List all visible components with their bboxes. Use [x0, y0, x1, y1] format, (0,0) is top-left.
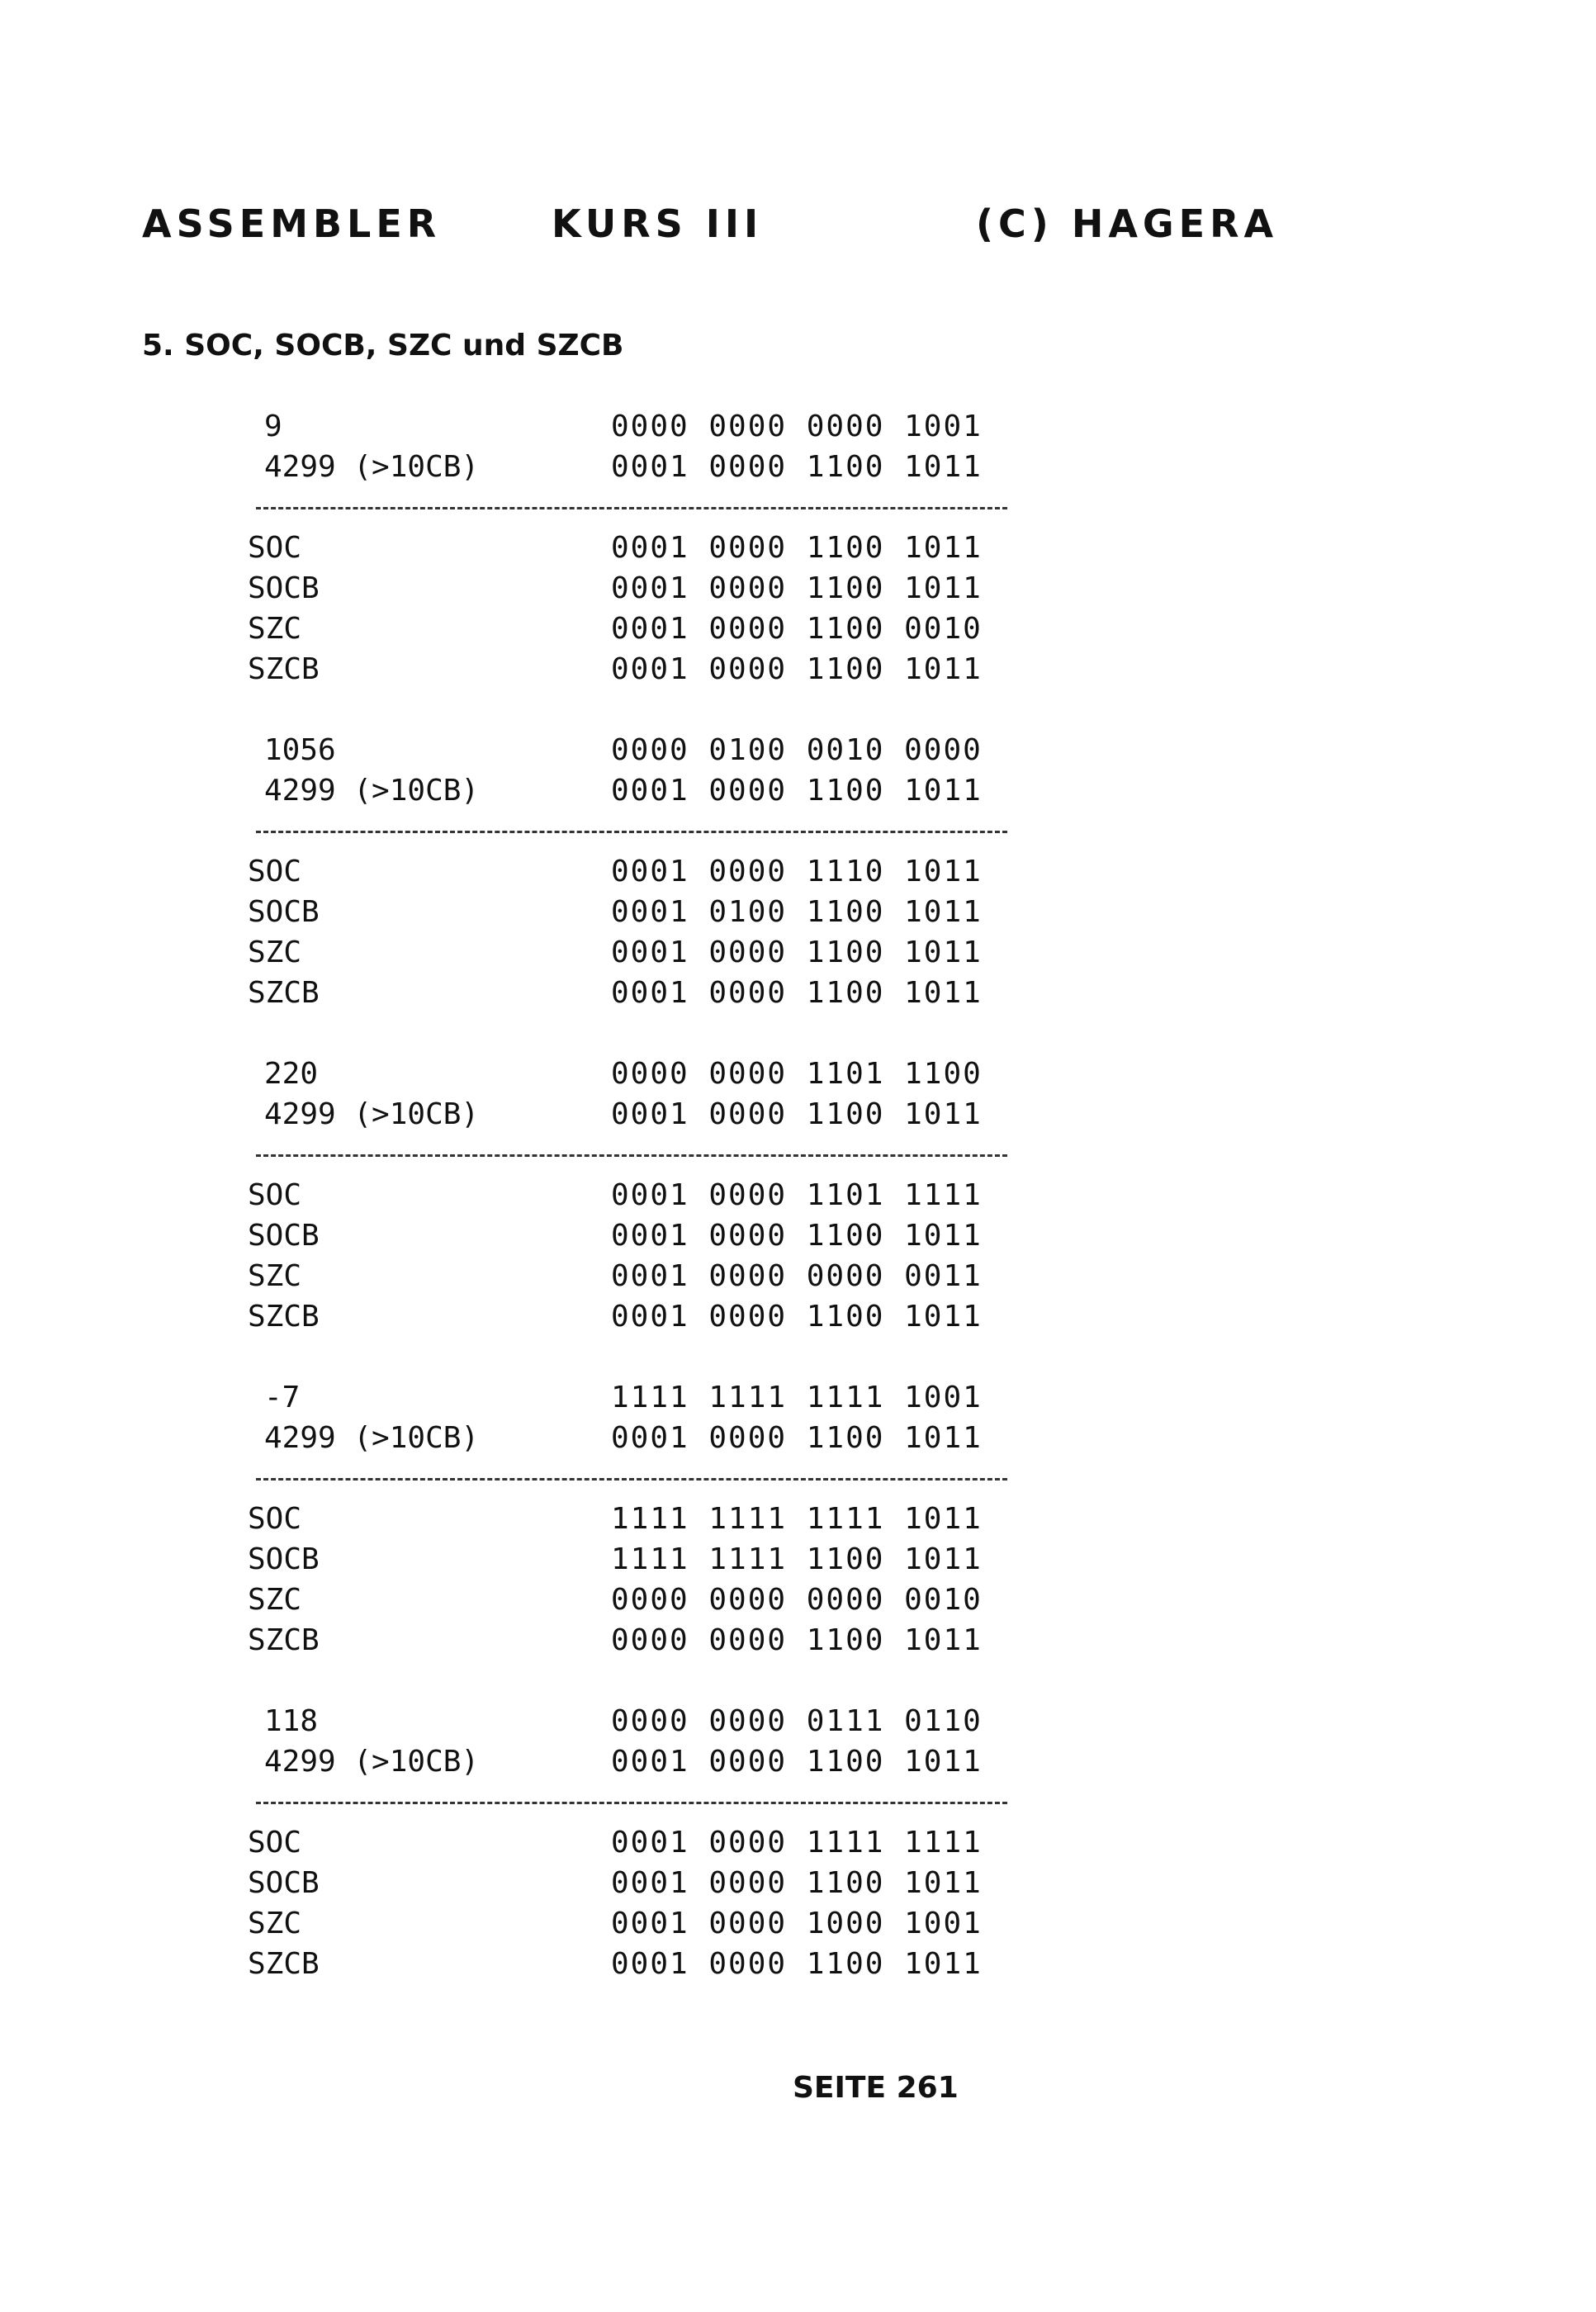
instruction-name: SOCB	[248, 1219, 320, 1253]
instruction-name: SOCB	[248, 1866, 320, 1900]
operand-bits: 0000 0000 1101 1100	[611, 1057, 983, 1091]
operand-bits: 0001 0000 1100 1011	[611, 450, 983, 484]
page-number: SEITE 261	[793, 2071, 959, 2105]
instruction-name: SOC	[248, 531, 302, 565]
operand-row	[248, 770, 1040, 811]
instruction-name: SZC	[248, 1907, 302, 1940]
operand-row	[248, 1701, 1040, 1741]
dashed-divider	[248, 811, 1040, 851]
instruction-name: SZC	[248, 936, 302, 969]
result-row	[248, 1944, 1040, 1984]
result-row	[248, 1863, 1040, 1903]
operand-value: -7	[264, 1381, 301, 1414]
result-row	[248, 932, 1040, 973]
header-title: ASSEMBLER	[142, 201, 442, 246]
block-spacer	[248, 1337, 1040, 1377]
instruction-name: SZC	[248, 612, 302, 646]
operand-row	[248, 1377, 1040, 1418]
result-bits: 0001 0000 1000 1001	[611, 1907, 983, 1940]
dashed-divider	[248, 487, 1040, 528]
operand-row	[248, 1054, 1040, 1094]
instruction-name: SZCB	[248, 1300, 320, 1334]
instruction-name: SZC	[248, 1259, 302, 1293]
operand-value: 4299 (>10CB)	[264, 1745, 480, 1779]
header-course: KURS III	[552, 201, 764, 246]
result-bits: 0001 0000 1100 1011	[611, 936, 983, 969]
instruction-name: SZCB	[248, 1623, 320, 1657]
instruction-name: SOCB	[248, 895, 320, 929]
dashed-divider	[248, 1135, 1040, 1175]
result-row	[248, 973, 1040, 1013]
instruction-name: SOC	[248, 1502, 302, 1536]
instruction-name: SOCB	[248, 1542, 320, 1576]
result-bits: 0001 0000 1101 1111	[611, 1178, 983, 1212]
operand-bits: 1111 1111 1111 1001	[611, 1381, 983, 1414]
operand-row	[248, 1094, 1040, 1135]
result-bits: 0001 0000 1100 1011	[611, 1300, 983, 1334]
dashed-divider	[248, 1458, 1040, 1499]
instruction-name: SZCB	[248, 652, 320, 686]
page-header	[142, 201, 1430, 251]
result-row	[248, 1620, 1040, 1661]
calculation-sheet	[248, 406, 1040, 1984]
block-spacer	[248, 1661, 1040, 1701]
instruction-name: SOC	[248, 1178, 302, 1212]
result-bits: 0001 0000 1100 1011	[611, 652, 983, 686]
result-bits: 0001 0000 0000 0011	[611, 1259, 983, 1293]
result-bits: 1111 1111 1100 1011	[611, 1542, 983, 1576]
operand-bits: 0001 0000 1100 1011	[611, 1421, 983, 1455]
result-bits: 0001 0000 1100 1011	[611, 1219, 983, 1253]
dashed-divider	[248, 1782, 1040, 1822]
result-row	[248, 528, 1040, 568]
section-title: 5. SOC, SOCB, SZC und SZCB	[142, 329, 624, 362]
result-row	[248, 568, 1040, 609]
result-bits: 0001 0000 1100 1011	[611, 976, 983, 1010]
result-bits: 0001 0000 1110 1011	[611, 855, 983, 888]
result-row	[248, 1296, 1040, 1337]
result-row	[248, 892, 1040, 932]
result-bits: 0001 0000 1111 1111	[611, 1826, 983, 1860]
instruction-name: SZCB	[248, 1947, 320, 1981]
operand-row	[248, 730, 1040, 770]
result-row	[248, 1580, 1040, 1620]
operand-row	[248, 447, 1040, 487]
operand-value: 9	[264, 410, 282, 443]
instruction-name: SZCB	[248, 976, 320, 1010]
operand-bits: 0000 0100 0010 0000	[611, 733, 983, 767]
result-bits: 0001 0000 1100 1011	[611, 531, 983, 565]
block-spacer	[248, 689, 1040, 730]
instruction-name: SOC	[248, 855, 302, 888]
result-bits: 0000 0000 1100 1011	[611, 1623, 983, 1657]
result-bits: 0001 0000 1100 0010	[611, 612, 983, 646]
result-bits: 0000 0000 0000 0010	[611, 1583, 983, 1617]
operand-row	[248, 406, 1040, 447]
result-row	[248, 1256, 1040, 1296]
operand-value: 4299 (>10CB)	[264, 774, 480, 808]
result-bits: 1111 1111 1111 1011	[611, 1502, 983, 1536]
operand-row	[248, 1418, 1040, 1458]
header-copyright: (C) HAGERA	[976, 201, 1279, 246]
instruction-name: SZC	[248, 1583, 302, 1617]
result-bits: 0001 0000 1100 1011	[611, 1947, 983, 1981]
result-row	[248, 609, 1040, 649]
instruction-name: SOC	[248, 1826, 302, 1860]
operand-bits: 0000 0000 0000 1001	[611, 410, 983, 443]
result-row	[248, 1539, 1040, 1580]
result-row	[248, 1215, 1040, 1256]
operand-value: 1056	[264, 733, 336, 767]
operand-bits: 0001 0000 1100 1011	[611, 774, 983, 808]
result-row	[248, 1499, 1040, 1539]
result-bits: 0001 0000 1100 1011	[611, 571, 983, 605]
block-spacer	[248, 1013, 1040, 1054]
result-row	[248, 1822, 1040, 1863]
operand-value: 4299 (>10CB)	[264, 450, 480, 484]
operand-value: 4299 (>10CB)	[264, 1421, 480, 1455]
instruction-name: SOCB	[248, 571, 320, 605]
result-bits: 0001 0000 1100 1011	[611, 1866, 983, 1900]
operand-bits: 0001 0000 1100 1011	[611, 1745, 983, 1779]
operand-value: 220	[264, 1057, 319, 1091]
result-row	[248, 1903, 1040, 1944]
result-row	[248, 1175, 1040, 1215]
result-bits: 0001 0100 1100 1011	[611, 895, 983, 929]
operand-bits: 0000 0000 0111 0110	[611, 1704, 983, 1738]
result-row	[248, 851, 1040, 892]
operand-value: 4299 (>10CB)	[264, 1097, 480, 1131]
operand-bits: 0001 0000 1100 1011	[611, 1097, 983, 1131]
operand-row	[248, 1741, 1040, 1782]
operand-value: 118	[264, 1704, 319, 1738]
result-row	[248, 649, 1040, 689]
